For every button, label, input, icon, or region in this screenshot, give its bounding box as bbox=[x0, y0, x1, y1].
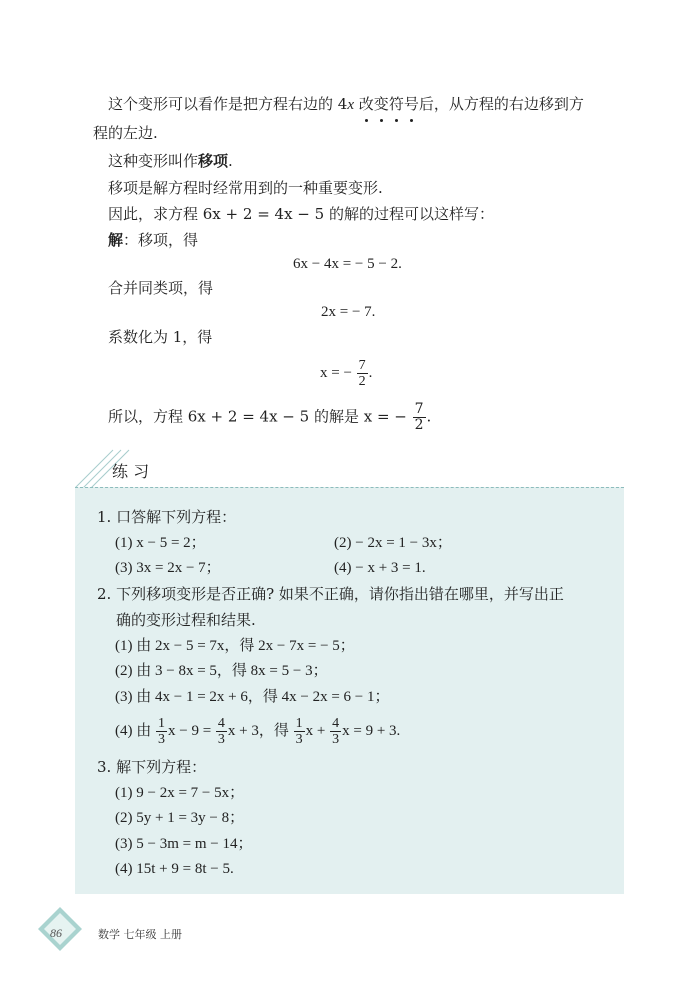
paragraph-3: 移项是解方程时经常用到的一种重要变形. bbox=[108, 179, 383, 197]
equation-1: 6x − 4x = − 5 − 2. bbox=[293, 256, 402, 272]
denominator: 3 bbox=[217, 732, 225, 747]
paragraph-2 bbox=[108, 151, 233, 171]
exercise-q1-1: (1) x − 5 = 2； bbox=[115, 535, 206, 551]
text-span: x + 3，得 bbox=[227, 722, 293, 739]
page-number: 86 bbox=[50, 926, 62, 940]
fraction bbox=[294, 716, 305, 747]
exercise-q2-4 bbox=[115, 716, 400, 747]
conclusion bbox=[108, 402, 431, 433]
text-span: x = 9 + 3. bbox=[342, 722, 401, 739]
text-span: ：移项，得 bbox=[123, 231, 199, 249]
paragraph-1-line-2: 程的左边. bbox=[93, 124, 158, 142]
step-3: 系数化为 1，得 bbox=[108, 328, 213, 346]
term-bold: 移项 bbox=[198, 152, 229, 170]
exercise-q2-line2: 确的变形过程和结果. bbox=[116, 611, 256, 629]
exercise-q3-2: (2) 5y + 1 = 3y − 8； bbox=[115, 810, 245, 826]
fraction bbox=[156, 716, 167, 747]
exercise-q2-line1: 2. 下列移项变形是否正确? 如果不正确，请你指出错在哪里，并写出正 bbox=[97, 585, 564, 603]
emphasis-dots-text: 改变符号 bbox=[358, 95, 419, 113]
solution-label-line bbox=[108, 230, 198, 250]
exercise-q3-4: (4) 15t + 9 = 8t − 5. bbox=[115, 861, 234, 877]
denominator: 2 bbox=[414, 417, 424, 433]
equation-2: 2x = − 7. bbox=[321, 304, 376, 320]
numerator: 4 bbox=[217, 716, 225, 731]
exercise-q1-3: (3) 3x = 2x − 7； bbox=[115, 560, 221, 576]
numerator: 1 bbox=[295, 716, 303, 731]
text-span: x − 9 = bbox=[168, 722, 215, 739]
exercise-q1: 1. 口答解下列方程： bbox=[97, 508, 237, 526]
denominator: 2 bbox=[358, 374, 366, 389]
text-span: 后，从方程的右边移到方 bbox=[418, 95, 584, 113]
book-title: 数学 七年级 上册 bbox=[98, 928, 182, 941]
exercise-title: 练 习 bbox=[112, 462, 150, 481]
step-2: 合并同类项，得 bbox=[108, 279, 214, 297]
denominator: 3 bbox=[332, 732, 340, 747]
text-span: 这个变形可以看作是把方程右边的 4 bbox=[108, 95, 348, 113]
denominator: 3 bbox=[295, 732, 303, 747]
fraction bbox=[413, 402, 426, 433]
exercise-divider bbox=[75, 487, 624, 488]
var-x: x bbox=[347, 97, 354, 113]
text-span: x + bbox=[305, 722, 330, 739]
exercise-q2-1: (1) 由 2x − 5 = 7x，得 2x − 7x = − 5； bbox=[115, 638, 355, 654]
fraction bbox=[216, 716, 227, 747]
text-span: . bbox=[228, 152, 233, 170]
numerator: 7 bbox=[414, 401, 424, 417]
exercise-q2-3: (3) 由 4x − 1 = 2x + 6，得 4x − 2x = 6 − 1； bbox=[115, 689, 390, 705]
exercise-q3: 3. 解下列方程： bbox=[97, 758, 207, 776]
text-span: 这种变形叫作 bbox=[108, 152, 199, 170]
paragraph-1-line-1 bbox=[108, 94, 584, 115]
exercise-q3-1: (1) 9 − 2x = 7 − 5x； bbox=[115, 785, 245, 801]
paragraph-4: 因此，求方程 6x + 2 = 4x − 5 的解的过程可以这样写： bbox=[108, 205, 494, 223]
text-span: x = − bbox=[320, 364, 356, 381]
numerator: 7 bbox=[358, 358, 366, 373]
solution-label: 解 bbox=[108, 231, 124, 249]
fraction bbox=[357, 358, 368, 389]
numerator: 1 bbox=[158, 716, 165, 731]
text-span: (4) 由 bbox=[115, 722, 155, 739]
exercise-q3-3: (3) 5 − 3m = m − 14； bbox=[115, 836, 253, 852]
exercise-q1-2: (2) − 2x = 1 − 3x； bbox=[334, 535, 452, 551]
fraction bbox=[330, 716, 341, 747]
text-span: . bbox=[426, 407, 432, 426]
denominator: 3 bbox=[158, 732, 165, 747]
exercise-q2-2: (2) 由 3 − 8x = 5，得 8x = 5 − 3； bbox=[115, 663, 328, 679]
exercise-q1-4: (4) − x + 3 = 1. bbox=[334, 560, 426, 576]
text-span: 所以，方程 6x + 2 = 4x − 5 的解是 x = − bbox=[108, 407, 412, 426]
numerator: 4 bbox=[332, 716, 340, 731]
text-span: . bbox=[368, 364, 373, 381]
equation-3 bbox=[320, 358, 372, 389]
